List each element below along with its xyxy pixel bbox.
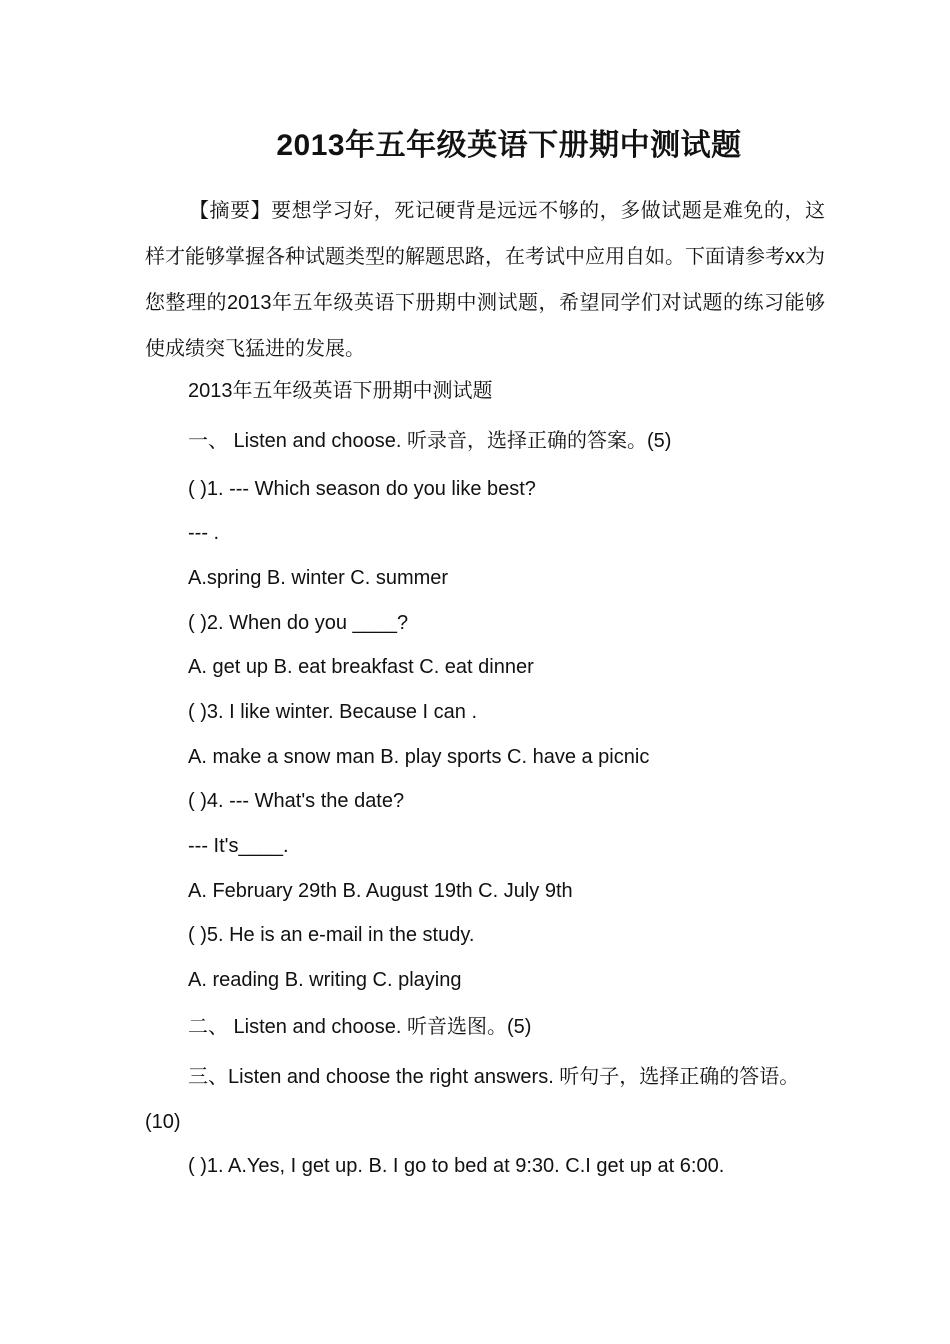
section3-heading-continuation: (10): [145, 1111, 181, 1133]
section1-question-1: ( )1. --- Which season do you like best?: [188, 478, 536, 500]
subtitle: 2013年五年级英语下册期中测试题: [188, 380, 493, 402]
section1-question-3: ( )3. I like winter. Because I can .: [188, 701, 478, 723]
abstract-paragraph: 【摘要】要想学习好，死记硬背是远远不够的，多做试题是难免的，这样才能够掌握各种试题类型的解题思路，在考试中应用自如。下面请参考xx为您整理的2013年五年级英语下册期中测试题，希望同学们对试题的练习能够使成绩突飞猛进的发展。: [145, 200, 825, 360]
section1-question-5-options: A. reading B. writing C. playing: [188, 969, 462, 991]
section1-question-3-options: A. make a snow man B. play sports C. have a picnic: [188, 746, 650, 768]
section1-question-2-options: A. get up B. eat breakfast C. eat dinner: [188, 656, 534, 678]
section1-question-4-options: A. February 29th B. August 19th C. July 9th: [188, 880, 573, 902]
section2-heading: 二、 Listen and choose. 听音选图。(5): [188, 1016, 532, 1038]
section1-question-5: ( )5. He is an e-mail in the study.: [188, 924, 475, 946]
section1-question-4: ( )4. --- What's the date?: [188, 790, 405, 812]
section1-question-1-options: A.spring B. winter C. summer: [188, 567, 449, 589]
document-title: 2013年五年级英语下册期中测试题: [276, 129, 742, 162]
section1-question-2: ( )2. When do you ____?: [188, 612, 409, 634]
section1-heading: 一、 Listen and choose. 听录音，选择正确的答案。(5): [188, 430, 672, 452]
section1-question-4-answer: --- It's____.: [188, 835, 289, 857]
section1-question-1-answer: --- .: [188, 522, 220, 544]
section3-heading: 三、Listen and choose the right answers. 听句子，选择正确的答语。: [188, 1066, 800, 1088]
section3-question-1: ( )1. A.Yes, I get up. B. I go to bed at 9:30. C.I get up at 6:00.: [188, 1155, 725, 1177]
